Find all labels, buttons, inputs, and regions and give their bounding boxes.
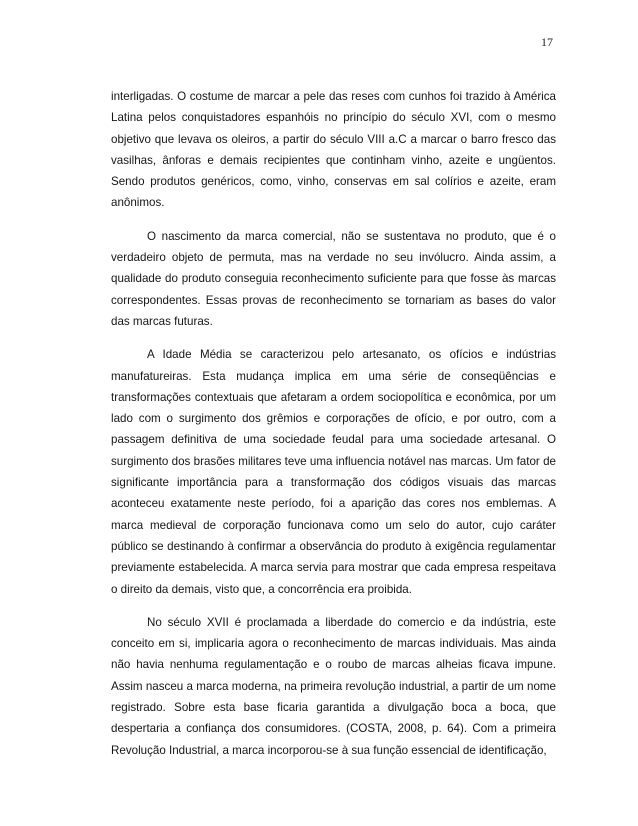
page-number: 17 <box>541 35 553 49</box>
paragraph-seventeenth-century: No século XVII é proclamada a liberdade do comercio e da indústria, este conceito em si, implicaria agora o reconhecimento de marcas individuais. Mas ainda não havia nenhuma regulamentação e o roubo de marcas alheias ficava impune. Assim nasceu a marca moderna, na primeira revolução industrial, a partir de um nome registrado. Sobre esta base ficaria garantida a divulgação boca a boca, que despertaria a confiança dos consumidores. (COSTA, 2008, p. 64). Com a primeira Revolução Industrial, a marca incorporou-se à sua função essencial de identificação, <box>111 615 556 757</box>
paragraph-middle-ages: A Idade Média se caracterizou pelo artesanato, os ofícios e indústrias manufatureiras. Esta mudança implica em uma série de conseqüências e transformações contextuais que afetaram a ordem sociopolítica e econômica, por um lado com o surgimento dos grêmios e corporações de ofício, e por outro, com a passagem definitiva de uma sociedade feudal para uma sociedade artesanal. O surgimento dos brasões militares teve uma influencia notável nas marcas. Um fator de significante importância para a transformação dos códigos visuais das marcas aconteceu exatamente neste período, foi a aparição das cores nos emblemas. A marca medieval de corporação funcionava como um selo do autor, cujo caráter público se destinando à confirmar a observância do produto à exigência regulamentar previamente estabelecida. A marca servia para mostrar que cada empresa respeitava o direito da demais, visto que, a concorrência era proibida. <box>111 348 556 596</box>
paragraph-commercial-brand: O nascimento da marca comercial, não se sustentava no produto, que é o verdadeiro objeto de permuta, mas na verdade no seu invólucro. Ainda assim, a qualidade do produto conseguia reconhecimento suficiente para que fosse às marcas correspondentes. Essas provas de reconhecimento se tornariam as bases do valor das marcas futuras. <box>111 229 556 328</box>
paragraph-continuation: interligadas. O costume de marcar a pele das reses com cunhos foi trazido à América Latina pelos conquistadores espanhóis no princípio do século XVI, com o mesmo objetivo que levava os oleiros, a partir do século VIII a.C a marcar o barro fresco das vasilhas, ânforas e demais recipientes que continham vinho, azeite e ungüentos. Sendo produtos genéricos, como, vinho, conservas em sal colírios e azeite, eram anônimos. <box>111 90 556 210</box>
body-text <box>111 86 556 773</box>
